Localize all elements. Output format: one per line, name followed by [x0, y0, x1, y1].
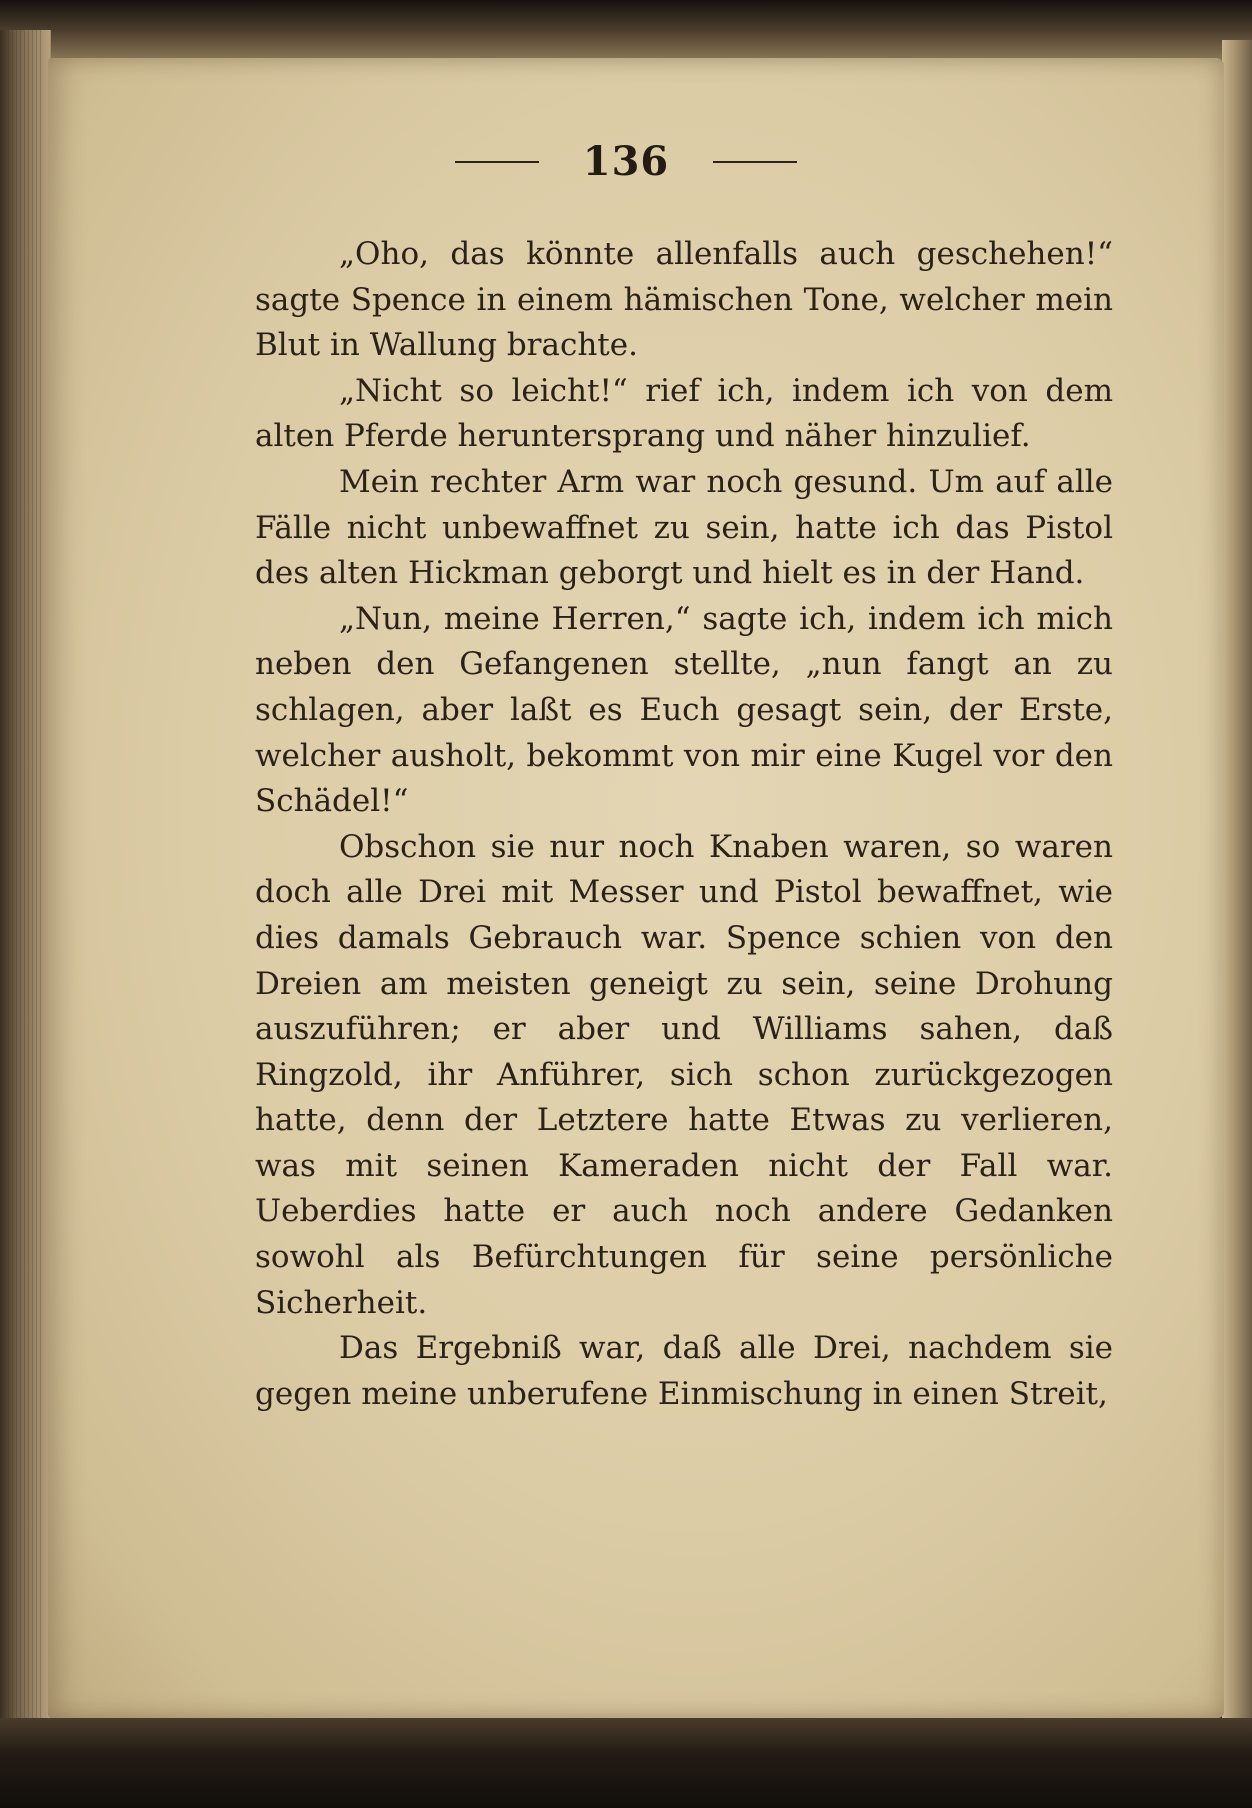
book-spine-edge: [0, 30, 51, 1730]
paragraph: Das Ergebniß war, daß alle Drei, nachdem sie gegen meine unberufene Einmischung in einen Streit,: [255, 1330, 1113, 1412]
paragraph: Obschon sie nur noch Knaben waren, so waren doch alle Drei mit Messer und Pistol bewaffnet, wie dies damals Gebrauch war. Spence schien von den Dreien am meisten geneigt zu sein, seine Drohung auszuführen; er aber und Williams sahen, daß Ringzold, ihr Anführer, sich schon zurückgezogen hatte, denn der Letztere hatte Etwas zu verlieren, was mit seinen Kameraden nicht der Fall war. Ueberdies hatte er auch noch andere Gedanken sowohl als Befürchtungen für seine persönliche Sicherheit.: [255, 828, 1113, 1321]
page-number: 136: [582, 138, 670, 185]
paragraph: Mein rechter Arm war noch gesund. Um auf alle Fälle nicht unbewaffnet zu sein, hatte ich das Pistol des alten Hickman geborgt und hielt es in der Hand.: [255, 463, 1113, 592]
paragraph: „Nun, meine Herren,“ sagte ich, indem ich mich neben den Gefangenen stellte, „nun fangt an zu schlagen, aber laßt es Euch gesagt sein, der Erste, welcher ausholt, bekommt von mir eine Kugel vor den Schädel!“: [255, 600, 1113, 820]
book-right-edge: [1222, 40, 1252, 1740]
header-rule-left: [455, 161, 539, 163]
paragraph: „Oho, das könnte allenfalls auch geschehen!“ sagte Spence in einem hämischen Tone, welcher mein Blut in Wallung brachte.: [255, 236, 1113, 364]
header-rule-right: [713, 161, 797, 163]
book-top-edge: [0, 0, 1252, 60]
paragraph: „Nicht so leicht!“ rief ich, indem ich von dem alten Pferde heruntersprang und näher hinzulief.: [255, 372, 1113, 455]
page-header: [0, 138, 1252, 185]
body-text: [255, 232, 1113, 1417]
book-bottom-edge: [0, 1718, 1252, 1808]
